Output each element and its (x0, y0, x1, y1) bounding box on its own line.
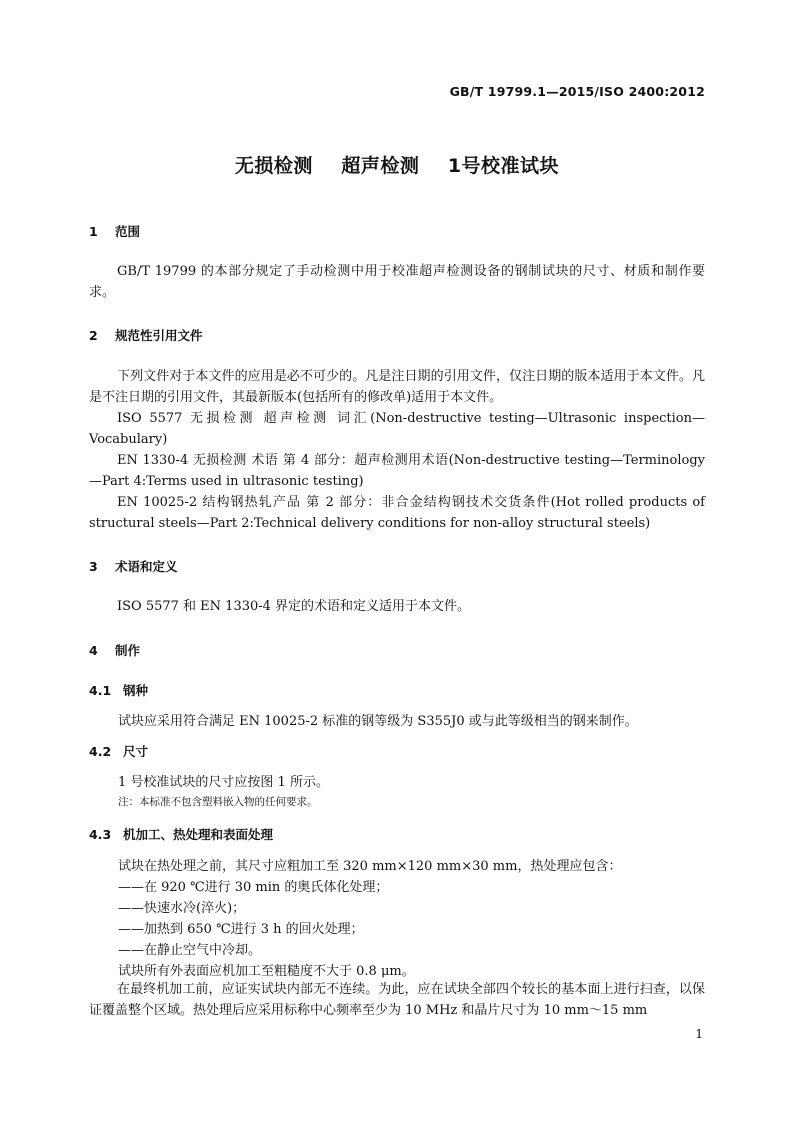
treatment-line: 试块所有外表面应机加工至粗糙度不大于 0.8 μm。 (118, 964, 415, 979)
section-1-heading (89, 222, 140, 240)
section-title: 尺寸 (123, 744, 149, 759)
treatment-line: 试块在热处理之前，其尺寸应粗加工至 320 mm×120 mm×30 mm，热处理应包含： (118, 859, 622, 874)
section-3-heading (89, 557, 178, 575)
reference-item: EN 1330-4 无损检测 术语 第 4 部分：超声检测用术语(Non-destructive testing—Terminology—Part 4:Terms used in ultrasonic testing) (89, 453, 705, 489)
reference-item: EN 10025-2 结构钢热轧产品 第 2 部分：非合金结构钢技术交货条件(Hot rolled products of structural steels—Part 2:Technical delivery conditions for non-alloy structural steels) (89, 495, 705, 531)
treatment-line: ——在 920 ℃进行 30 min 的奥氏体化处理； (118, 880, 389, 895)
section-4-3-heading (89, 825, 273, 843)
section-title: 规范性引用文件 (115, 328, 203, 343)
section-2-heading (89, 326, 203, 344)
standard-code: GB/T 19799.1—2015/ISO 2400:2012 (449, 84, 705, 99)
section-number: 3 (89, 559, 98, 574)
reference-item: ISO 5577 无损检测 超声检测 词汇(Non-destructive testing—Ultrasonic inspection—Vocabulary) (89, 411, 705, 447)
section-number: 4.2 (89, 744, 112, 759)
section-title: 机加工、热处理和表面处理 (123, 827, 274, 842)
section-title: 范围 (115, 224, 141, 239)
section-4-1-heading (89, 681, 148, 699)
section-number: 1 (89, 224, 98, 239)
section-number: 4.3 (89, 827, 112, 842)
treatment-line: ——在静止空气中冷却。 (118, 943, 262, 958)
section-title: 术语和定义 (115, 559, 178, 574)
section-number: 4.1 (89, 683, 112, 698)
section-4-heading (89, 641, 140, 659)
section-2-intro: 下列文件对于本文件的应用是必不可少的。凡是注日期的引用文件，仅注日期的版本适用于本文件。凡是不注日期的引用文件，其最新版本(包括所有的修改单)适用于本文件。 (89, 369, 705, 405)
section-4-2-heading (89, 742, 148, 760)
section-1-text: GB/T 19799 的本部分规定了手动检测中用于校准超声检测设备的钢制试块的尺寸、材质和制作要求。 (89, 264, 705, 300)
section-number: 4 (89, 643, 98, 658)
section-4-2-note: 注：本标准不包含塑料嵌入物的任何要求。 (118, 796, 318, 808)
section-title: 钢种 (123, 683, 149, 698)
section-4-3-closing: 在最终机加工前，应证实试块内部无不连续。为此，应在试块全部四个较长的基本面上进行扫查，以保证覆盖整个区域。热处理后应采用标称中心频率至少为 10 MHz 和晶片尺寸为 10 mm～15 mm (89, 982, 705, 1018)
treatment-line: ——快速水冷(淬火)； (118, 901, 246, 916)
section-3-text: ISO 5577 和 EN 1330-4 界定的术语和定义适用于本文件。 (117, 599, 471, 614)
section-number: 2 (89, 328, 98, 343)
treatment-line: ——加热到 650 ℃进行 3 h 的回火处理； (118, 922, 364, 937)
page-number: 1 (695, 1027, 703, 1041)
section-4-1-text: 试块应采用符合满足 EN 10025-2 标准的钢等级为 S355J0 或与此等级相当的钢来制作。 (118, 714, 638, 729)
section-title: 制作 (115, 643, 141, 658)
section-4-2-text: 1 号校准试块的尺寸应按图 1 所示。 (118, 775, 329, 790)
document-title: 无损检测 超声检测 1号校准试块 (234, 155, 560, 177)
